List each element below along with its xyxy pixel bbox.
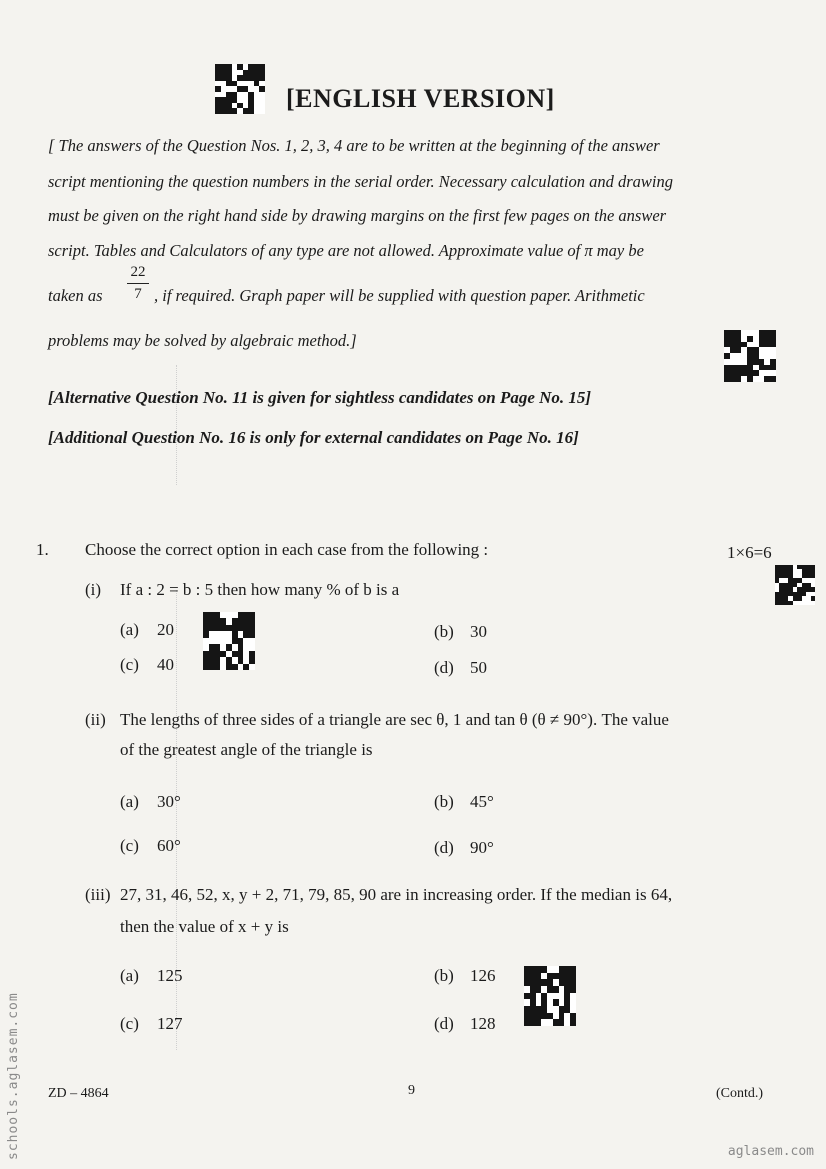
option-label: (a) xyxy=(120,966,139,985)
instructions-line-5-post: , if required. Graph paper will be supplied with question paper. Arithmetic xyxy=(154,286,645,305)
option-value: 126 xyxy=(470,966,496,985)
option-value: 125 xyxy=(157,966,183,985)
option-label: (d) xyxy=(434,1014,454,1033)
page-number: 9 xyxy=(408,1083,415,1098)
qr-code-marks xyxy=(775,565,815,605)
option-value: 20 xyxy=(157,620,174,639)
note-additional-question: [Additional Question No. 16 is only for external candidates on Page No. 16] xyxy=(48,428,579,447)
subquestion-text-iii-line-1: 27, 31, 46, 52, x, y + 2, 71, 79, 85, 90 are in increasing order. If the median is 64, xyxy=(120,885,673,904)
qr-code-heading xyxy=(215,64,265,114)
instructions-line-1: [ The answers of the Question Nos. 1, 2, 3, 4 are to be written at the beginning of the answer xyxy=(48,136,660,155)
option-label: (a) xyxy=(120,792,139,811)
qr-module xyxy=(259,108,265,114)
option-label: (d) xyxy=(434,658,454,677)
qr-code-options-i xyxy=(203,612,255,670)
option-value: 90° xyxy=(470,838,494,857)
option-value: 50 xyxy=(470,658,487,677)
instructions-line-4: script. Tables and Calculators of any type are not allowed. Approximate value of π may be xyxy=(48,241,644,260)
pi-denominator: 7 xyxy=(134,286,142,302)
qr-module xyxy=(570,993,576,1000)
subquestion-label-i: (i) xyxy=(85,580,102,599)
qr-module xyxy=(570,986,576,993)
qr-code-options-iii xyxy=(524,966,576,1026)
option-value: 128 xyxy=(470,1014,496,1033)
option-label: (b) xyxy=(434,792,454,811)
option-value: 40 xyxy=(157,655,174,674)
subquestion-text-i: If a : 2 = b : 5 then how many % of b is a xyxy=(120,580,400,599)
qr-module xyxy=(570,1006,576,1013)
qr-module xyxy=(770,376,776,382)
qr-module xyxy=(570,1013,576,1020)
pi-numerator: 22 xyxy=(127,264,149,284)
watermark-left: schools.aglasem.com xyxy=(6,992,21,1160)
question-text: Choose the correct option in each case from the following : xyxy=(85,540,489,559)
option-label: (c) xyxy=(120,655,139,674)
question-number: 1. xyxy=(36,540,49,559)
option-value: 45° xyxy=(470,792,494,811)
paper-code: ZD – 4864 xyxy=(48,1086,109,1101)
option-value: 30° xyxy=(157,792,181,811)
option-label: (c) xyxy=(120,1014,139,1033)
qr-module xyxy=(570,1019,576,1026)
marks-allocation: 1×6=6 xyxy=(727,543,772,562)
option-value: 60° xyxy=(157,836,181,855)
subquestion-text-iii-line-2: then the value of x + y is xyxy=(120,917,289,936)
qr-module xyxy=(811,601,815,605)
note-alternative-question: [Alternative Question No. 11 is given for sightless candidates on Page No. 15] xyxy=(48,388,592,407)
option-value: 30 xyxy=(470,622,487,641)
instructions-line-6: problems may be solved by algebraic method.] xyxy=(48,331,357,350)
instructions-line-3: must be given on the right hand side by drawing margins on the first few pages on the answer xyxy=(48,206,667,225)
subquestion-text-ii-line-2: of the greatest angle of the triangle is xyxy=(120,740,373,759)
option-label: (b) xyxy=(434,966,454,985)
instructions-line-5-pre: taken as xyxy=(48,286,103,305)
pi-fraction xyxy=(127,264,149,303)
continued-label: (Contd.) xyxy=(716,1086,764,1101)
subquestion-label-iii: (iii) xyxy=(85,885,111,904)
page-title: [ENGLISH VERSION] xyxy=(286,84,555,113)
watermark-bottom-right: aglasem.com xyxy=(727,1144,814,1159)
qr-module xyxy=(570,966,576,973)
subquestion-text-ii-line-1: The lengths of three sides of a triangle are sec θ, 1 and tan θ (θ ≠ 90°). The value xyxy=(120,710,669,729)
option-label: (a) xyxy=(120,620,139,639)
qr-module xyxy=(570,999,576,1006)
option-value: 127 xyxy=(157,1014,183,1033)
option-label: (d) xyxy=(434,838,454,857)
option-label: (b) xyxy=(434,622,454,641)
qr-module xyxy=(570,973,576,980)
qr-module xyxy=(249,664,255,670)
instructions-line-2: script mentioning the question numbers in the serial order. Necessary calculation and drawing xyxy=(48,172,673,191)
subquestion-label-ii: (ii) xyxy=(85,710,106,729)
option-label: (c) xyxy=(120,836,139,855)
qr-module xyxy=(570,979,576,986)
